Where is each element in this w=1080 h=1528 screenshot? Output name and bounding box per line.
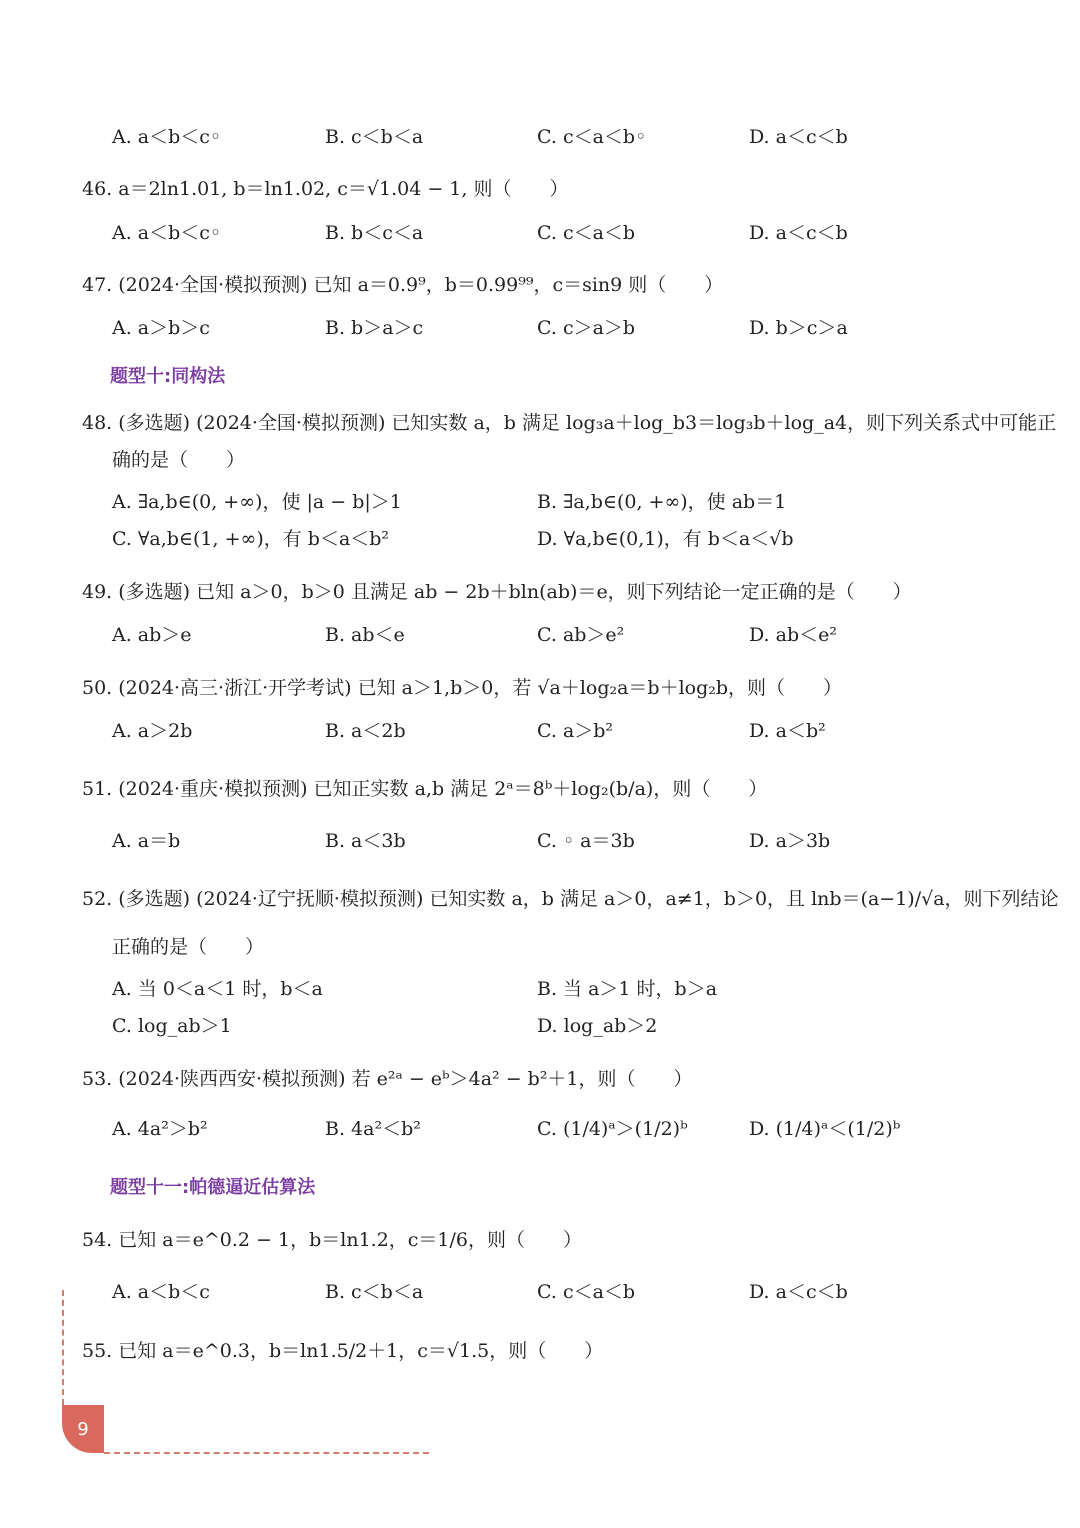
answer-option: D. log_ab＞2 (537, 1015, 658, 1037)
answer-option: A. a＜b＜c (112, 1281, 210, 1303)
question-text: 49. (多选题) 已知 a＞0，b＞0 且满足 ab − 2b＋bln(ab)＝e，则下列结论一定正确的是（ ） (82, 581, 912, 603)
answer-option: A. a＜b＜c◦ (112, 222, 222, 244)
question-text: 55. 已知 a＝e^0.3，b＝ln1.5/2＋1，c＝√1.5，则（ ） (82, 1340, 604, 1362)
question-text: 48. (多选题) (2024·全国·模拟预测) 已知实数 a，b 满足 log₃a＋log_b3＝log₃b＋log_a4，则下列关系式中可能正 (82, 412, 1057, 434)
answer-option: C. c＜a＜b (537, 222, 636, 244)
question-text: 54. 已知 a＝e^0.2 − 1，b＝ln1.2，c＝1/6，则（ ） (82, 1229, 583, 1251)
answer-option: C. c＜a＜b (537, 1281, 636, 1303)
answer-option: D. (1/4)ᵃ＜(1/2)ᵇ (749, 1118, 901, 1140)
answer-option: B. 当 a＞1 时，b＞a (537, 978, 718, 1000)
answer-option: B. c＜b＜a (325, 126, 424, 148)
question-text: 51. (2024·重庆·模拟预测) 已知正实数 a,b 满足 2ᵃ＝8ᵇ＋log₂(b/a)，则（ ） (82, 778, 768, 800)
answer-option: C. ◦ a＝3b (537, 830, 635, 852)
answer-option: C. ab＞e² (537, 624, 625, 646)
answer-option: B. b＜c＜a (325, 222, 424, 244)
answer-option: A. 4a²＞b² (112, 1118, 208, 1140)
answer-option: D. ∀a,b∈(0,1)，有 b＜a＜√b (537, 528, 794, 550)
answer-option: A. 当 0＜a＜1 时，b＜a (112, 978, 323, 1000)
question-text: 47. (2024·全国·模拟预测) 已知 a＝0.9⁹，b＝0.99⁹⁹，c＝sin9 则（ ） (82, 274, 724, 296)
answer-option: C. c＞a＞b (537, 317, 636, 339)
question-text: 50. (2024·高三·浙江·开学考试) 已知 a＞1,b＞0，若 √a＋log₂a＝b＋log₂b，则（ ） (82, 677, 843, 699)
answer-option: B. a＜3b (325, 830, 406, 852)
decorative-dashed-line-horizontal (104, 1452, 429, 1454)
answer-option: B. a＜2b (325, 720, 406, 742)
answer-option: D. a＜b² (749, 720, 826, 742)
question-text: 52. (多选题) (2024·辽宁抚顺·模拟预测) 已知实数 a，b 满足 a＞0，a≠1，b＞0，且 lnb＝(a−1)/√a，则下列结论 (82, 888, 1059, 910)
section-heading: 题型十:同构法 (110, 366, 226, 387)
answer-option: C. log_ab＞1 (112, 1015, 232, 1037)
answer-option: C. ∀a,b∈(1, +∞)，有 b＜a＜b² (112, 528, 390, 550)
answer-option: C. (1/4)ᵃ＞(1/2)ᵇ (537, 1118, 688, 1140)
answer-option: A. ∃a,b∈(0, +∞)，使 |a − b|＞1 (112, 491, 402, 513)
answer-option: A. a＞b＞c (112, 317, 210, 339)
answer-option: D. b＞c＞a (749, 317, 848, 339)
answer-option: B. 4a²＜b² (325, 1118, 421, 1140)
answer-option: D. a＜c＜b (749, 1281, 848, 1303)
answer-option: A. a＝b (112, 830, 181, 852)
answer-option: A. ab＞e (112, 624, 192, 646)
answer-option: D. a＜c＜b (749, 222, 848, 244)
answer-option: B. c＜b＜a (325, 1281, 424, 1303)
answer-option: C. c＜a＜b◦ (537, 126, 647, 148)
answer-option: D. a＞3b (749, 830, 831, 852)
section-heading: 题型十一:帕德逼近估算法 (110, 1177, 316, 1198)
question-text: 46. a＝2ln1.01, b＝ln1.02, c＝√1.04 − 1, 则（ ） (82, 178, 569, 200)
answer-option: A. a＜b＜c◦ (112, 126, 222, 148)
question-text: 确的是（ ） (112, 449, 246, 471)
answer-option: B. ∃a,b∈(0, +∞)，使 ab＝1 (537, 491, 787, 513)
answer-option: C. a＞b² (537, 720, 614, 742)
answer-option: B. b＞a＞c (325, 317, 424, 339)
question-text: 正确的是（ ） (112, 936, 265, 958)
decorative-dashed-line-vertical (62, 1290, 64, 1405)
answer-option: D. a＜c＜b (749, 126, 848, 148)
answer-option: A. a＞2b (112, 720, 193, 742)
question-text: 53. (2024·陕西西安·模拟预测) 若 e²ᵃ − eᵇ＞4a² − b²＋1，则（ ） (82, 1068, 693, 1090)
answer-option: D. ab＜e² (749, 624, 837, 646)
page-number: 9 (77, 1418, 89, 1440)
page-number-badge (62, 1405, 104, 1453)
answer-option: B. ab＜e (325, 624, 405, 646)
